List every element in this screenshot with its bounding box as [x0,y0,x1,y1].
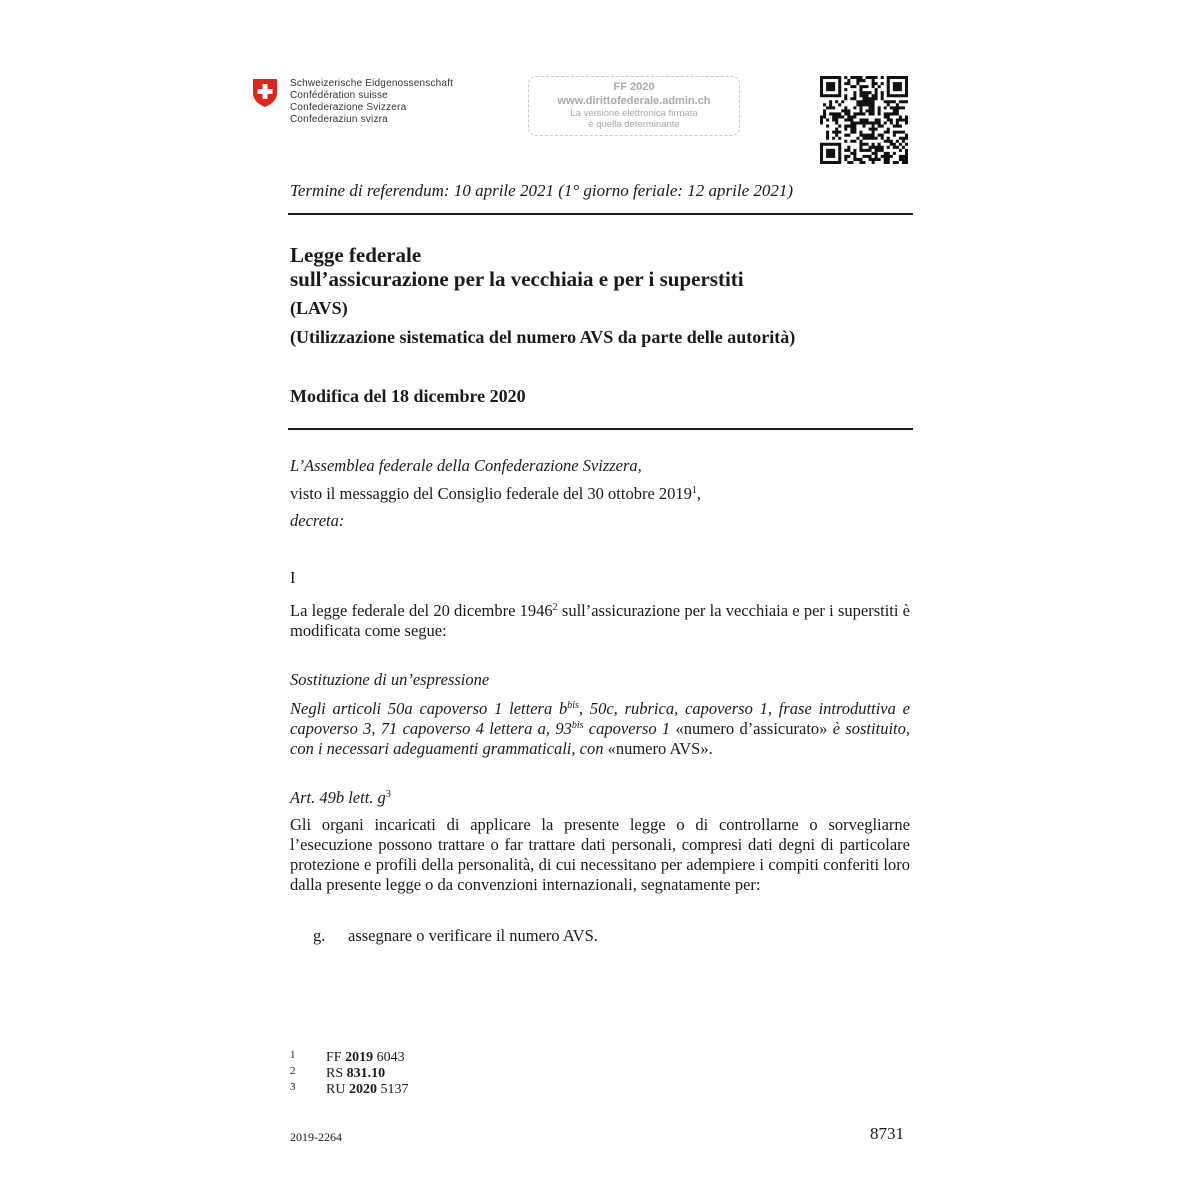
replacement-text-5: è sostituito, con i necessari adeguamenti grammaticali, con [290,719,910,758]
title-line-2: sull’assicurazione per la vecchiaia e per i superstiti [290,267,744,291]
footnote-prefix: FF [326,1050,346,1065]
footnote-prefix: RS [326,1066,347,1081]
title-abbreviation: (LAVS) [290,298,348,318]
referendum-deadline: Termine di referendum: 10 aprile 2021 (1° giorno feriale: 12 aprile 2021) [290,181,794,200]
page-number: 8731 [870,1124,904,1143]
stamp-line-1: FF 2020 [613,81,655,93]
modification-date: Modifica del 18 dicembre 2020 [290,386,526,406]
document-code: 2019-2264 [290,1130,342,1144]
replacement-text-4: «numero d’assicurato» [675,719,828,738]
replacement-text-1: Negli articoli 50a capoverso 1 lettera b [290,699,568,718]
footnote-year: 831.10 [346,1066,386,1081]
title-subtitle: (Utilizzazione sistematica del numero AVS da parte delle autorità) [290,327,796,347]
preamble-visto-text: visto il messaggio del Consiglio federale del 30 ottobre 2019 [290,484,692,503]
preamble-visto [290,484,701,504]
replacement-sup-2: bis [571,720,584,731]
swiss-crest-icon [252,78,278,108]
footnote-3 [290,1080,408,1097]
footnote-ref-2[interactable]: 2 [552,602,558,613]
footnote-year: 2020 [348,1082,377,1097]
qr-code-icon [820,76,908,164]
footnote-page: 5137 [376,1082,409,1097]
divider-top [288,213,913,215]
confederation-de: Schweizerische Eidgenossenschaft [290,78,454,89]
footnote-2 [290,1064,385,1081]
stamp-url: www.dirittofederale.admin.ch [557,95,711,107]
article-heading [290,788,391,808]
replacement-text-6: «numero AVS». [607,739,713,758]
preamble-visto-end: , [696,484,702,503]
intro-paragraph [290,601,910,641]
footnote-prefix: RU [326,1082,349,1097]
replacement-paragraph [290,699,910,759]
confederation-fr: Confédération suisse [290,90,388,101]
section-number: I [290,568,296,587]
confederation-names [290,78,453,126]
footnote-ref-3[interactable]: 3 [385,789,391,800]
stamp-line-3: La versione elettronica firmata [570,108,698,119]
stamp-line-4: è quella determinante [588,119,680,130]
footnote-ref-1[interactable]: 1 [691,485,697,496]
footnote-number: 1 [290,1049,296,1061]
electronic-signature-stamp [528,76,740,136]
confederation-it: Confederazione Svizzera [290,102,407,113]
title-line-1: Legge federale [290,243,422,267]
intro-text-b: sull’assicurazione per la vecchiaia e per i superstiti è modificata come segue: [290,601,910,640]
divider-bottom [288,428,913,430]
replacement-heading: Sostituzione di un’espressione [290,670,490,689]
footnote-1 [290,1048,405,1065]
replacement-text-2: , 50c, rubrica, capoverso 1, frase introduttiva e capoverso 3, 71 capoverso 4 lettera a, 93 [290,699,911,738]
preamble-assembly: L’Assemblea federale della Confederazione Svizzera, [290,456,642,475]
footnote-page: 6043 [373,1050,405,1065]
confederation-rm: Confederaziun svizra [290,114,388,125]
footnote-year: 2019 [345,1050,374,1065]
replacement-sup-1: bis [567,700,579,711]
article-item-letter: g. [313,926,326,945]
footnote-number: 3 [290,1081,296,1093]
intro-text-a: La legge federale del 20 dicembre 1946 [290,601,553,620]
preamble-decreta: decreta: [290,511,345,530]
replacement-text-3: capoverso 1 [583,719,676,738]
footnote-number: 2 [290,1065,296,1077]
article-heading-text: Art. 49b lett. g [290,788,386,807]
article-paragraph: Gli organi incaricati di applicare la presente legge o di controllarne o sorvegliarne l’esecuzione possono trattare o far trattare dati personali, compresi dati degni di particolare protezione e profili della personalità, di cui necessitano per adempiere i compiti conferiti loro dalla presente legge o da convenzioni internazionali, segnatamente per: [290,815,910,894]
article-item-text: assegnare o verificare il numero AVS. [348,926,598,945]
